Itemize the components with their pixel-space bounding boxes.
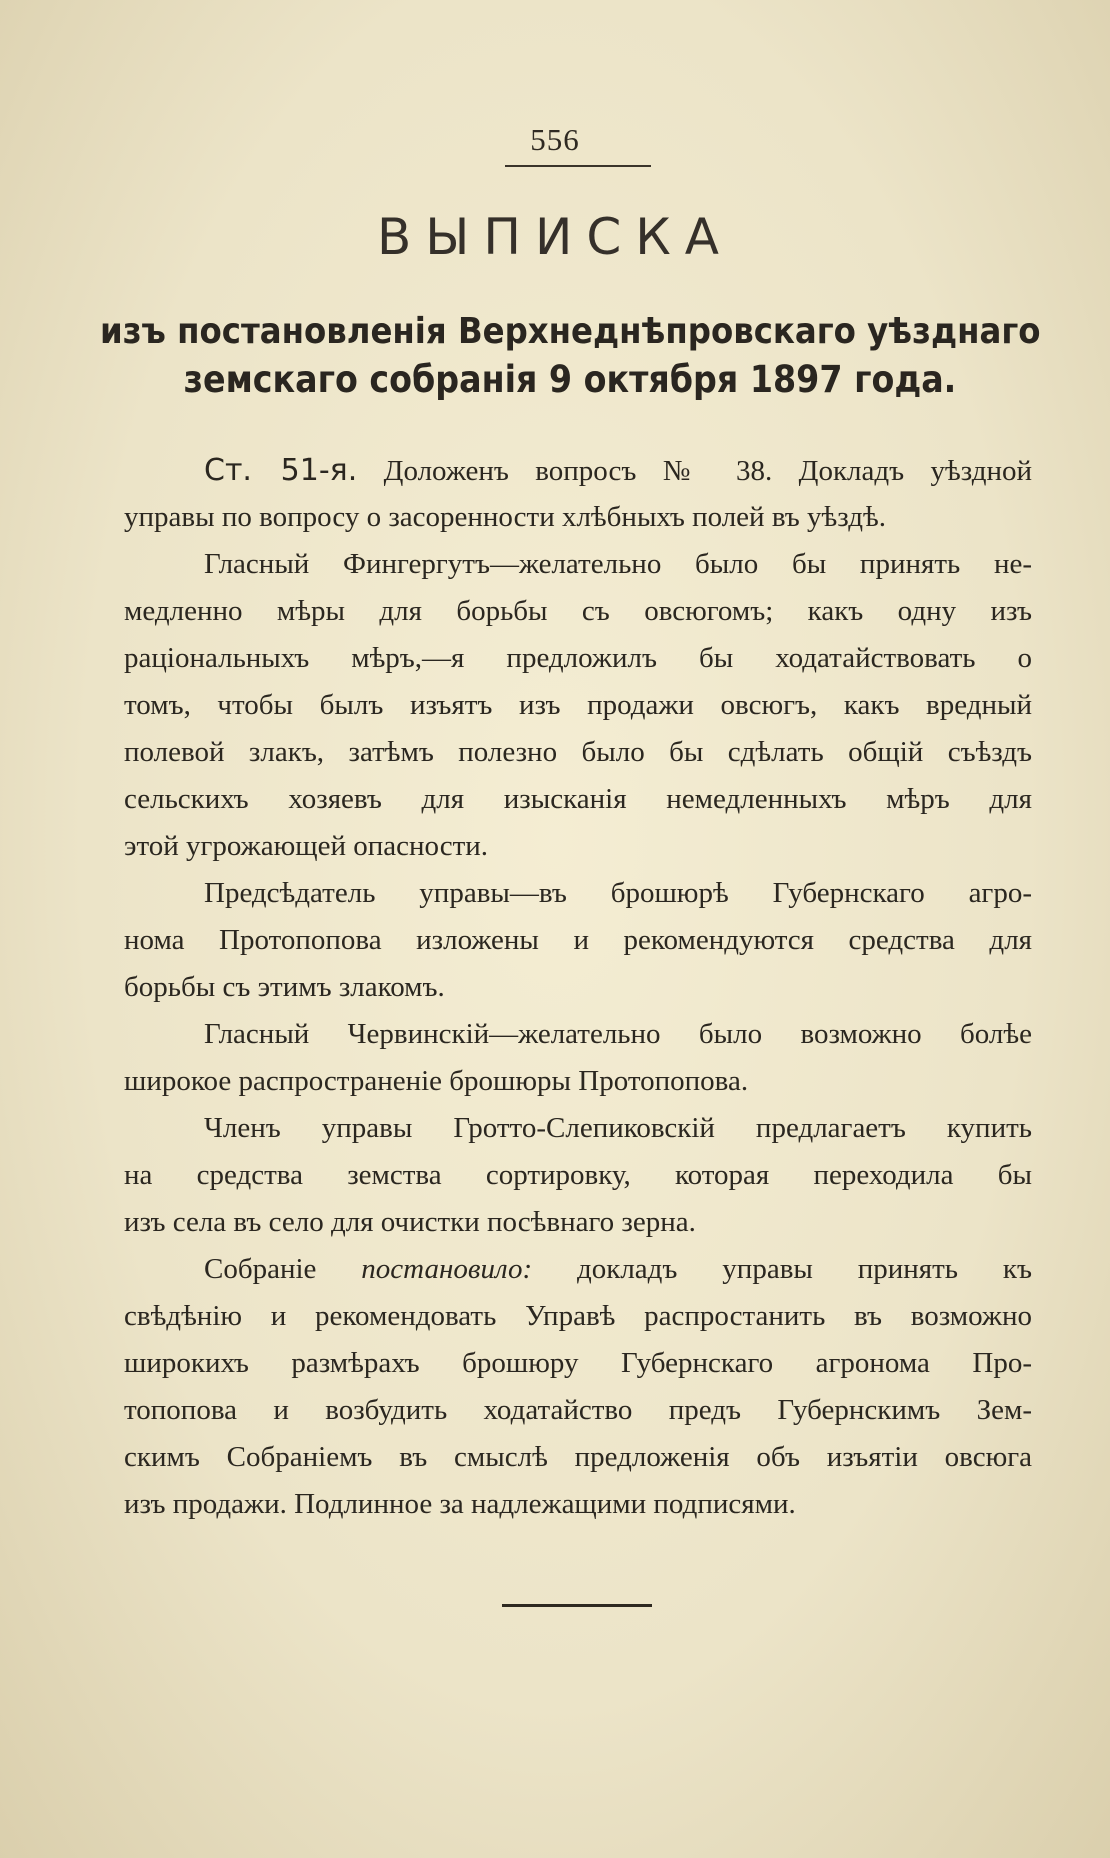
- paragraph-5-line-2: на средства земства сортировку, которая переходила бы: [124, 1159, 1032, 1191]
- paragraph-5-line-3: изъ села въ село для очистки посѣвнаго зерна.: [124, 1206, 696, 1238]
- paragraph-6-line-1: [124, 1246, 1032, 1293]
- paragraph-6-line-3: широкихъ размѣрахъ брошюру Губернскаго агронома Про-: [124, 1347, 1032, 1379]
- paragraph-3-line-3: борьбы съ этимъ злакомъ.: [124, 971, 445, 1003]
- document-body: [124, 447, 1032, 1528]
- subtitle-line-2: земскаго собранія 9 октября 1897 года.: [183, 358, 957, 401]
- paragraph-6-line-5: скимъ Собраніемъ въ смыслѣ предложенія объ изъятіи овсюга: [124, 1441, 1032, 1473]
- resolution-emphasis: постановило:: [361, 1253, 533, 1285]
- paragraph-2-line-5: полевой злакъ, затѣмъ полезно было бы сдѣлать общій съѣздъ: [124, 736, 1032, 768]
- paragraph-1-line-1: [124, 447, 1032, 494]
- paragraph-2-line-6: сельскихъ хозяевъ для изысканія немедленныхъ мѣръ для: [124, 783, 1032, 815]
- paragraph-6-line-4: топопова и возбудить ходатайство предъ Губернскимъ Зем-: [124, 1394, 1032, 1426]
- paragraph-6-line-2: свѣдѣнію и рекомендовать Управѣ распростанить въ возможно: [124, 1300, 1032, 1332]
- paragraph-4-line-1: Гласный Червинскій—желательно было возможно болѣе: [204, 1018, 1032, 1050]
- paragraph-2-line-2: медленно мѣры для борьбы съ овсюгомъ; какъ одну изъ: [124, 595, 1032, 627]
- header-rule: [505, 165, 651, 167]
- document-title: ВЫПИСКА: [376, 208, 734, 266]
- paragraph-1-line-2: управы по вопросу о засоренности хлѣбныхъ полей въ уѣздѣ.: [124, 501, 886, 533]
- document-subtitle: [100, 308, 1040, 404]
- paragraph-6-line-1-rest: докладъ управы принять къ: [576, 1253, 1032, 1285]
- paragraph-2-line-1: Гласный Фингергутъ—желательно было бы принять не-: [204, 548, 1032, 580]
- paragraph-3-line-1: Предсѣдатель управы—въ брошюрѣ Губернскаго агро-: [204, 877, 1032, 909]
- paragraph-2-line-3: раціональныхъ мѣръ,—я предложилъ бы ходатайствовать о: [124, 642, 1032, 674]
- paragraph-2-line-7: этой угрожающей опасности.: [124, 830, 489, 862]
- article-label: Ст. 51-я.: [204, 453, 358, 488]
- paragraph-6-line-6: изъ продажи. Подлинное за надлежащими подписями.: [124, 1488, 796, 1520]
- subtitle-line-1: изъ постановленія Верхнеднѣпровскаго уѣзднаго: [100, 311, 1041, 352]
- paragraph-6-line-1-start: Собраніе: [204, 1253, 317, 1285]
- paragraph-4-line-2: широкое распространеніе брошюры Протопопова.: [124, 1065, 749, 1097]
- paragraph-2-line-4: томъ, чтобы былъ изъятъ изъ продажи овсюгъ, какъ вредный: [124, 689, 1032, 721]
- page-number: 556: [530, 122, 580, 157]
- paragraph-3-line-2: нома Протопопова изложены и рекомендуются средства для: [124, 924, 1032, 956]
- footer-rule: [502, 1604, 652, 1607]
- paragraph-1-line-1-text: Доложенъ вопросъ № 38. Докладъ уѣздной: [383, 455, 1033, 487]
- paragraph-5-line-1: Членъ управы Гротто-Слепиковскій предлагаетъ купить: [204, 1112, 1032, 1144]
